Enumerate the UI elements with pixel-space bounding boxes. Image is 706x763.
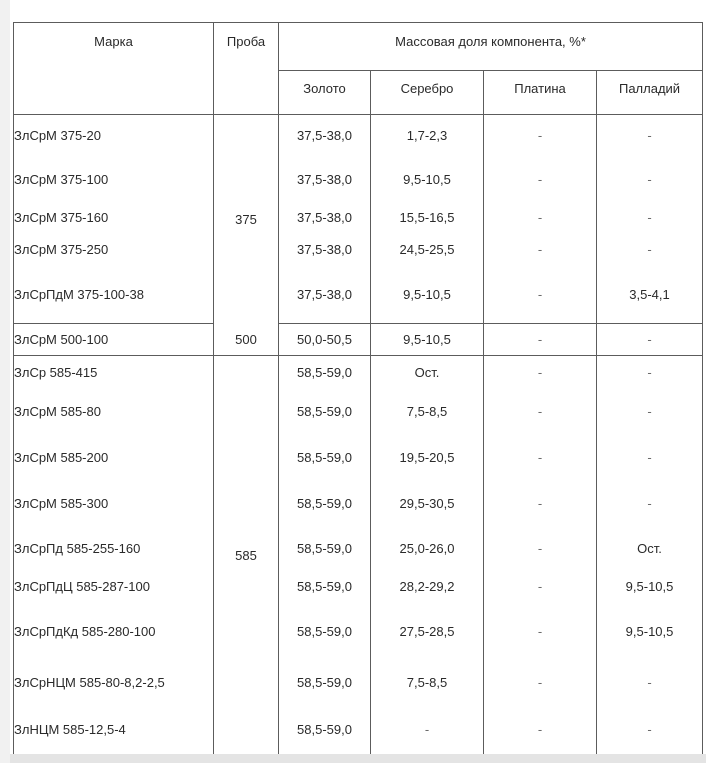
probe-cell: 500 bbox=[214, 324, 279, 356]
table-row bbox=[14, 603, 703, 661]
platinum-cell: - bbox=[484, 203, 597, 233]
gold-cell: 58,5-59,0 bbox=[279, 435, 371, 481]
palladium-cell: - bbox=[597, 157, 703, 203]
palladium-cell: 9,5-10,5 bbox=[597, 603, 703, 661]
platinum-cell: - bbox=[484, 324, 597, 356]
table-row bbox=[14, 356, 703, 389]
platinum-cell: - bbox=[484, 115, 597, 157]
table-row bbox=[14, 115, 703, 157]
gold-cell: 58,5-59,0 bbox=[279, 571, 371, 603]
table-row bbox=[14, 389, 703, 435]
table-row bbox=[14, 203, 703, 233]
silver-cell: Ост. bbox=[371, 356, 484, 389]
platinum-cell: - bbox=[484, 571, 597, 603]
silver-cell: - bbox=[371, 705, 484, 755]
silver-cell: 29,5-30,5 bbox=[371, 481, 484, 526]
palladium-cell: - bbox=[597, 233, 703, 267]
table-row bbox=[14, 435, 703, 481]
table-row bbox=[14, 661, 703, 705]
silver-cell: 28,2-29,2 bbox=[371, 571, 484, 603]
silver-cell: 24,5-25,5 bbox=[371, 233, 484, 267]
palladium-cell: - bbox=[597, 203, 703, 233]
grade-cell: ЗлСрПдКд 585-280-100 bbox=[14, 603, 214, 661]
grade-cell: ЗлСр 585-415 bbox=[14, 356, 214, 389]
table-row bbox=[14, 481, 703, 526]
table-row bbox=[14, 705, 703, 755]
grade-cell: ЗлСрМ 375-250 bbox=[14, 233, 214, 267]
gold-cell: 37,5-38,0 bbox=[279, 203, 371, 233]
grade-cell: ЗлСрПдМ 375-100-38 bbox=[14, 267, 214, 324]
palladium-cell: - bbox=[597, 661, 703, 705]
gold-cell: 37,5-38,0 bbox=[279, 267, 371, 324]
grade-cell: ЗлСрМ 375-100 bbox=[14, 157, 214, 203]
palladium-cell: - bbox=[597, 705, 703, 755]
table-row bbox=[14, 324, 703, 356]
platinum-cell: - bbox=[484, 435, 597, 481]
silver-cell: 9,5-10,5 bbox=[371, 324, 484, 356]
next-row-edge bbox=[10, 754, 706, 763]
gold-cell: 58,5-59,0 bbox=[279, 356, 371, 389]
platinum-cell: - bbox=[484, 157, 597, 203]
palladium-cell: - bbox=[597, 435, 703, 481]
gold-cell: 58,5-59,0 bbox=[279, 661, 371, 705]
silver-cell: 9,5-10,5 bbox=[371, 267, 484, 324]
palladium-cell: - bbox=[597, 324, 703, 356]
gold-cell: 58,5-59,0 bbox=[279, 705, 371, 755]
gold-cell: 58,5-59,0 bbox=[279, 603, 371, 661]
grade-cell: ЗлСрНЦМ 585-80-8,2-2,5 bbox=[14, 661, 214, 705]
header-probe: Проба bbox=[214, 23, 279, 115]
palladium-cell: 3,5-4,1 bbox=[597, 267, 703, 324]
gold-cell: 58,5-59,0 bbox=[279, 526, 371, 571]
palladium-cell: Ост. bbox=[597, 526, 703, 571]
gold-cell: 37,5-38,0 bbox=[279, 157, 371, 203]
platinum-cell: - bbox=[484, 603, 597, 661]
silver-cell: 15,5-16,5 bbox=[371, 203, 484, 233]
platinum-cell: - bbox=[484, 267, 597, 324]
silver-cell: 7,5-8,5 bbox=[371, 661, 484, 705]
silver-cell: 9,5-10,5 bbox=[371, 157, 484, 203]
platinum-cell: - bbox=[484, 526, 597, 571]
header-mass-fraction: Массовая доля компонента, %* bbox=[279, 23, 703, 71]
table-row bbox=[14, 267, 703, 324]
platinum-cell: - bbox=[484, 481, 597, 526]
grade-cell: ЗлСрМ 375-20 bbox=[14, 115, 214, 157]
grade-cell: ЗлСрМ 585-200 bbox=[14, 435, 214, 481]
table-body bbox=[14, 115, 703, 755]
probe-cell: 585 bbox=[214, 356, 279, 755]
gold-cell: 58,5-59,0 bbox=[279, 389, 371, 435]
grade-cell: ЗлНЦМ 585-12,5-4 bbox=[14, 705, 214, 755]
platinum-cell: - bbox=[484, 705, 597, 755]
palladium-cell: 9,5-10,5 bbox=[597, 571, 703, 603]
grade-cell: ЗлСрМ 585-80 bbox=[14, 389, 214, 435]
palladium-cell: - bbox=[597, 356, 703, 389]
header-palladium: Палладий bbox=[597, 71, 703, 115]
gold-cell: 58,5-59,0 bbox=[279, 481, 371, 526]
silver-cell: 7,5-8,5 bbox=[371, 389, 484, 435]
grade-cell: ЗлСрМ 585-300 bbox=[14, 481, 214, 526]
silver-cell: 25,0-26,0 bbox=[371, 526, 484, 571]
silver-cell: 27,5-28,5 bbox=[371, 603, 484, 661]
palladium-cell: - bbox=[597, 389, 703, 435]
alloy-composition-table bbox=[13, 22, 703, 755]
header-silver: Серебро bbox=[371, 71, 484, 115]
gold-cell: 37,5-38,0 bbox=[279, 115, 371, 157]
grade-cell: ЗлСрМ 500-100 bbox=[14, 324, 214, 356]
header-platinum: Платина bbox=[484, 71, 597, 115]
table-row bbox=[14, 571, 703, 603]
platinum-cell: - bbox=[484, 389, 597, 435]
platinum-cell: - bbox=[484, 356, 597, 389]
palladium-cell: - bbox=[597, 115, 703, 157]
header-grade: Марка bbox=[14, 23, 214, 115]
grade-cell: ЗлСрМ 375-160 bbox=[14, 203, 214, 233]
gold-cell: 50,0-50,5 bbox=[279, 324, 371, 356]
palladium-cell: - bbox=[597, 481, 703, 526]
grade-cell: ЗлСрПдЦ 585-287-100 bbox=[14, 571, 214, 603]
header-gold: Золото bbox=[279, 71, 371, 115]
platinum-cell: - bbox=[484, 661, 597, 705]
platinum-cell: - bbox=[484, 233, 597, 267]
gold-cell: 37,5-38,0 bbox=[279, 233, 371, 267]
probe-cell: 375 bbox=[214, 115, 279, 324]
silver-cell: 1,7-2,3 bbox=[371, 115, 484, 157]
table-row bbox=[14, 233, 703, 267]
grade-cell: ЗлСрПд 585-255-160 bbox=[14, 526, 214, 571]
table-row bbox=[14, 526, 703, 571]
silver-cell: 19,5-20,5 bbox=[371, 435, 484, 481]
table-row bbox=[14, 157, 703, 203]
document-page bbox=[10, 0, 706, 763]
